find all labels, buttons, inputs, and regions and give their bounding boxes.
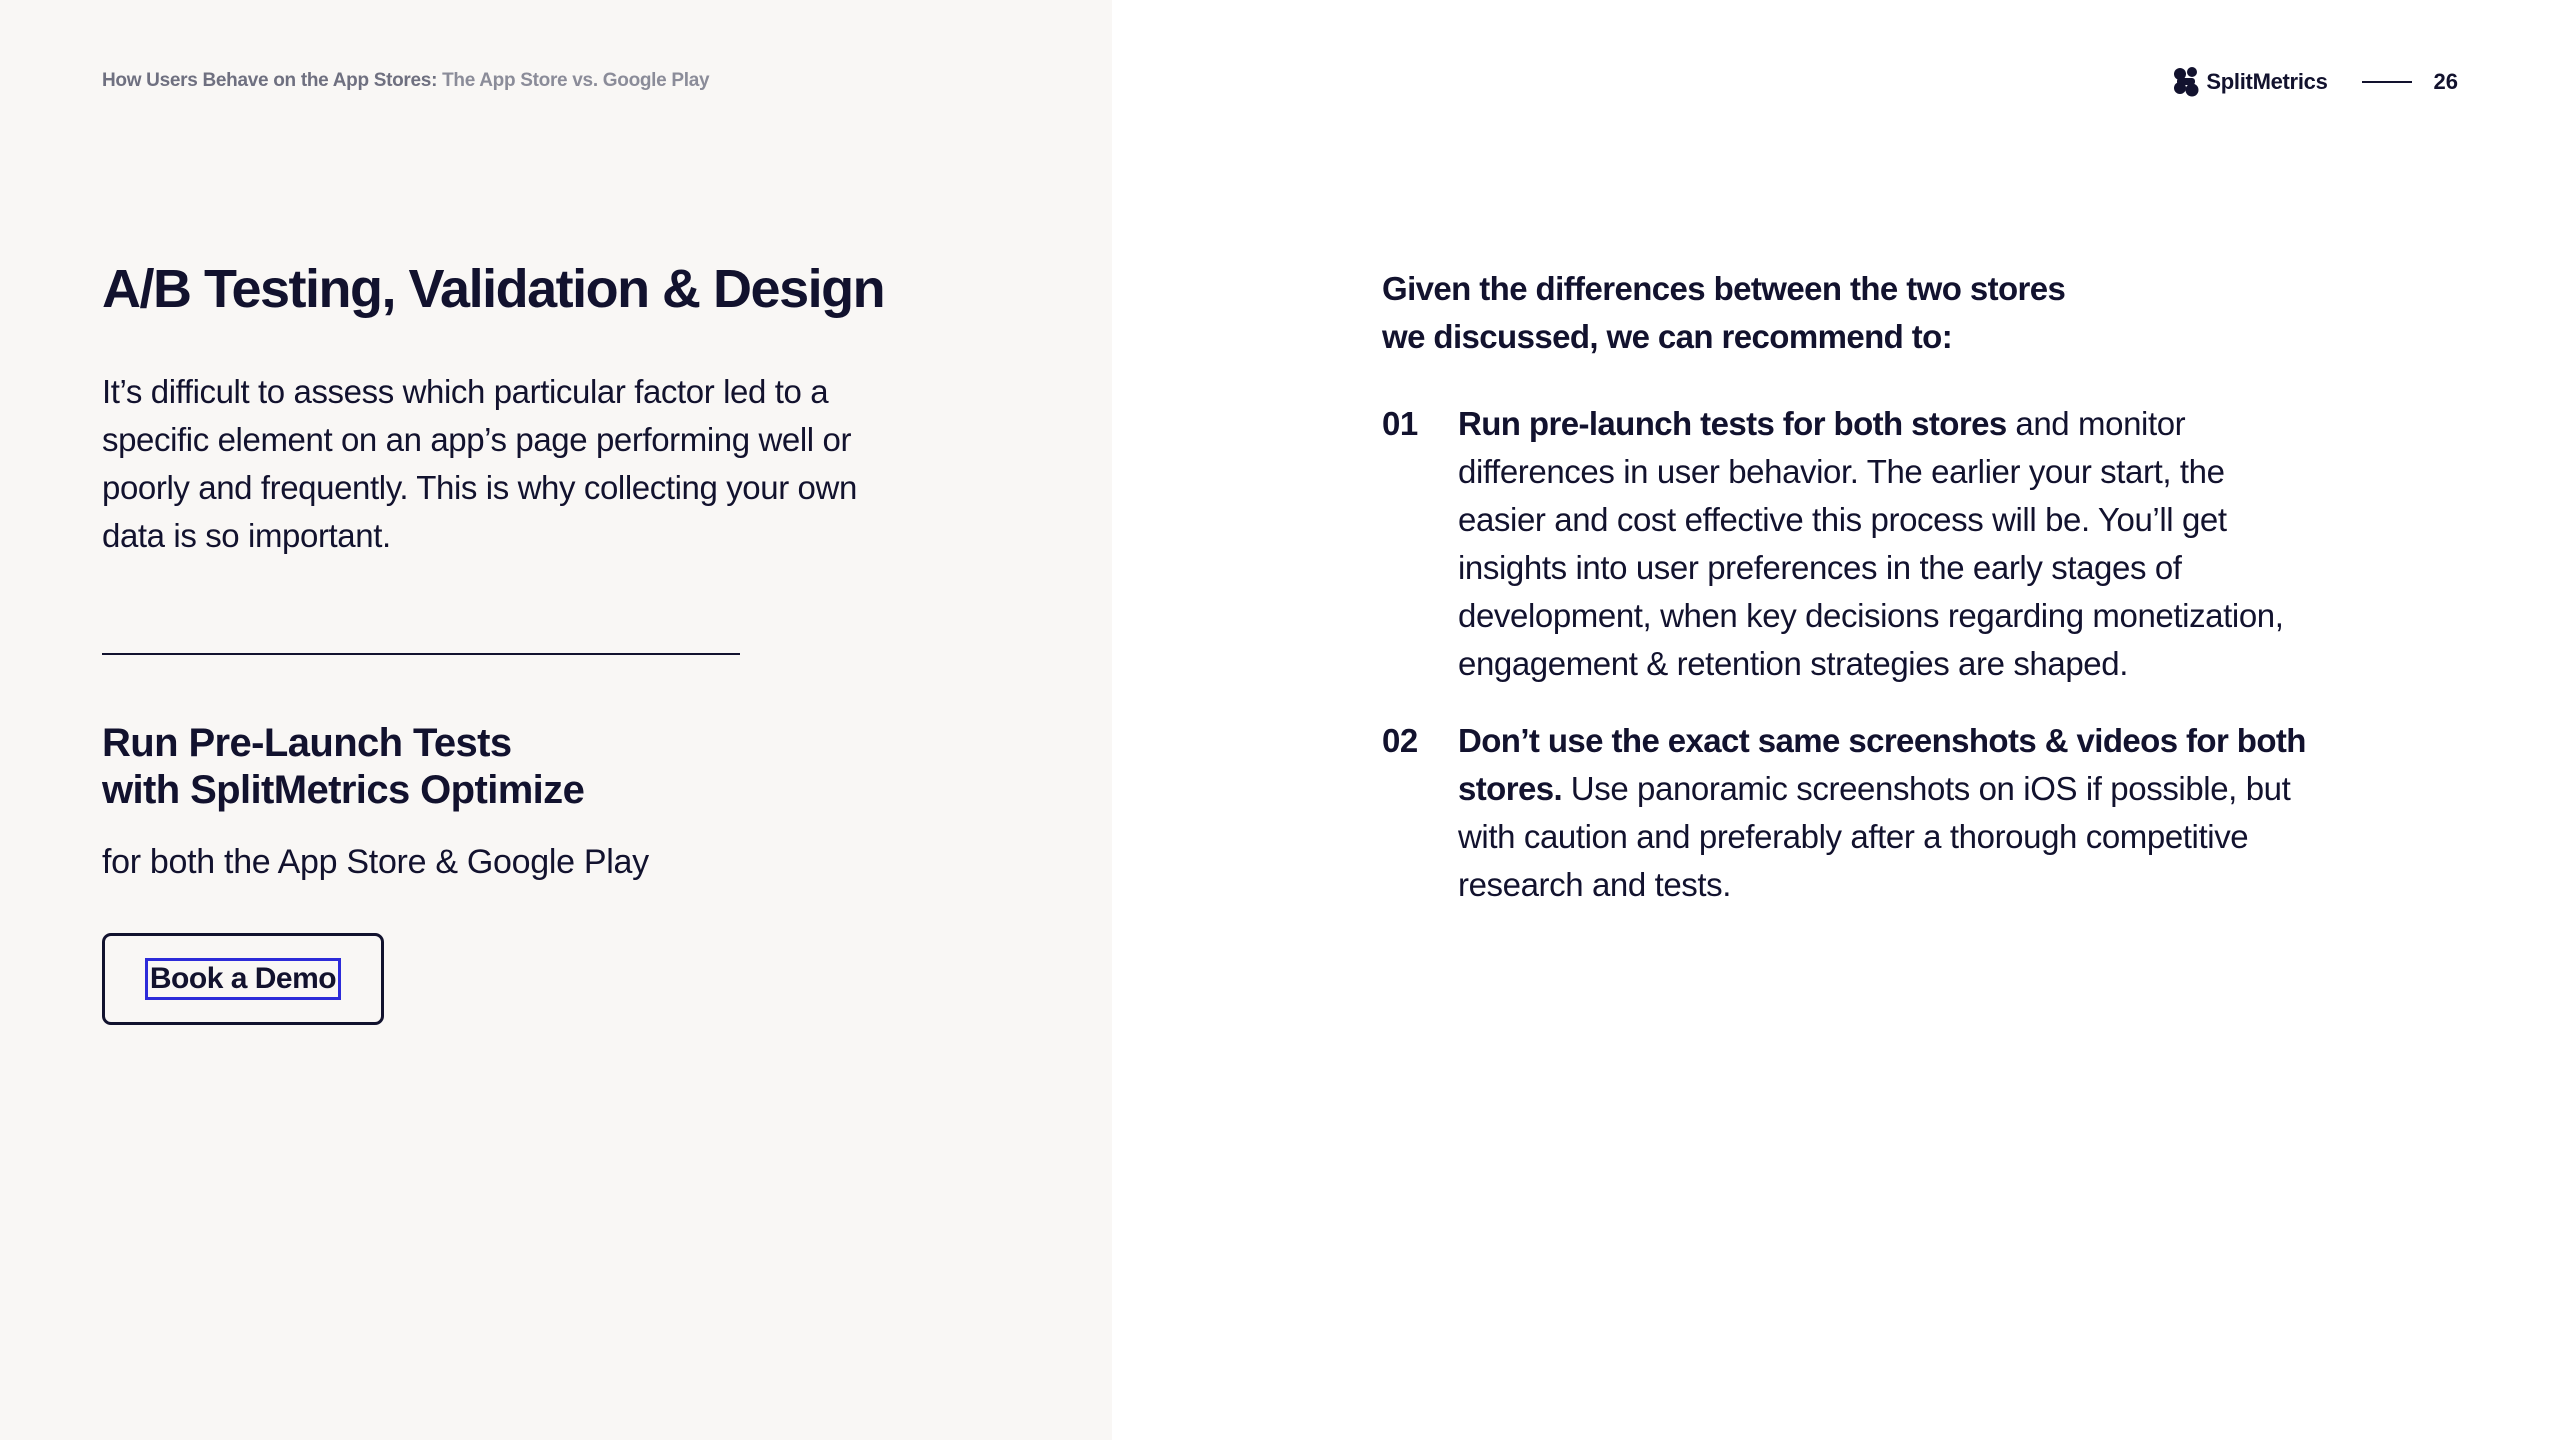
recommendation-bold-text: Run pre-launch tests for both stores [1458, 405, 2007, 442]
header-dash [2362, 81, 2412, 83]
recommendation-item [1382, 400, 2312, 688]
recommendation-text: Use panoramic screenshots on iOS if possible, but with caution and preferably after a thorough competitive research and tests. [1458, 770, 2291, 903]
cta-heading-line-2: with SplitMetrics Optimize [102, 768, 585, 812]
recommendation-intro-line-1: Given the differences between the two stores [1382, 270, 2066, 307]
page-number: 26 [2433, 69, 2458, 94]
book-demo-label: Book a Demo [149, 962, 337, 995]
intro-paragraph: It’s difficult to assess which particular factor led to a specific element on an app’s page performing well or poorly and frequently. This is why collecting your own data is so important. [102, 373, 857, 554]
running-header [102, 70, 709, 92]
recommendation-text: and monitor differences in user behavior. The earlier your start, the easier and cost effective this process will be. You’ll get insights into user preferences in the early stages of development, when key decisions regarding monetization, engagement & retention strategies are shaped. [1458, 405, 2284, 682]
page-title: A/B Testing, Validation & Design [102, 259, 885, 319]
recommendation-item [1382, 717, 2312, 909]
recommendation-bold-text: Don’t use the exact same screenshots & videos for both stores. [1458, 722, 2306, 807]
cta-heading-line-1: Run Pre-Launch Tests [102, 721, 512, 765]
recommendation-intro [1382, 265, 2182, 361]
book-demo-button[interactable] [102, 933, 384, 1025]
section-divider [102, 653, 740, 655]
brand-area [2173, 64, 2458, 100]
recommendation-number: 01 [1382, 405, 1418, 442]
brand-name: SplitMetrics [2206, 69, 2328, 94]
splitmetrics-logo-icon [2173, 66, 2199, 98]
recommendation-list [1382, 400, 2312, 938]
recommendation-number: 02 [1382, 722, 1418, 759]
recommendation-intro-line-2: we discussed, we can recommend to: [1382, 318, 1953, 355]
doc-title: How Users Behave on the App Stores: [102, 70, 438, 91]
doc-subtitle: The App Store vs. Google Play [442, 70, 710, 91]
cta-subtitle: for both the App Store & Google Play [102, 843, 649, 881]
cta-heading [102, 720, 584, 814]
